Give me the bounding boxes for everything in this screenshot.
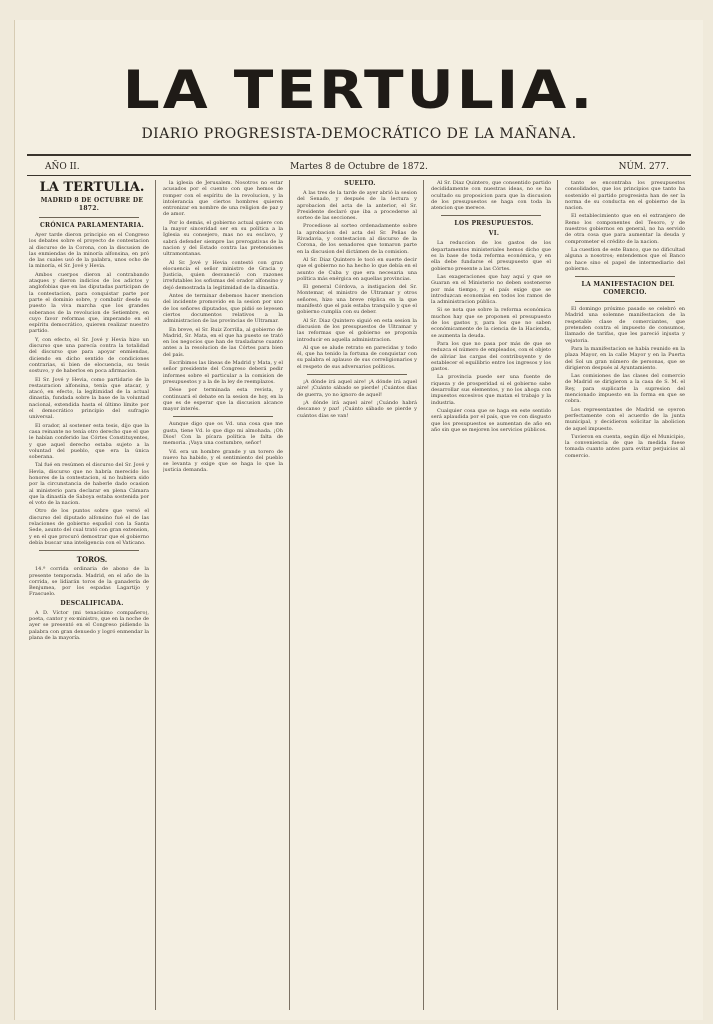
- paragraph: Dése por terminada esta revista, y continuará el debate en la sesion de hoy, en la que es de esperar que la discusion alcance mayor interés.: [163, 387, 283, 413]
- divider: [575, 276, 675, 277]
- paragraph: La reduccion de los gastos de los departamentos ministeriales hemos dicho que es la base de toda reforma económica, y en ella debe fundarse el presupuesto que el gobierno presente a las Córtes.: [431, 240, 551, 272]
- dateline-rule: [27, 175, 691, 176]
- paragraph: Para los que no pasa por más de que se reduzca el número de empleados, con el objeto de aliviar las cargas del contribuyente y de establecer el equilibrio entre los ingresos y los gastos.: [431, 340, 551, 373]
- issue-number: NÚM. 277.: [618, 162, 669, 172]
- column-separator: [155, 180, 156, 1010]
- column-1: [29, 180, 149, 1010]
- presupuestos-subheading: VI.: [488, 230, 500, 238]
- paragraph: Los representantes de Madrid se oyeron perfectamente con el acuerdo de la junta municipal, y decidieron solicitar la abolicion de aquel impuesto.: [565, 406, 685, 432]
- divider: [173, 416, 273, 417]
- descalificada-heading: DESCALIFICADA.: [60, 599, 124, 607]
- verse: ¡A dónde irá aquel aire! ¡Cuándo habrá descanso y paz! ¡Cuánto sábado se pierde y cuántos días se van!: [297, 399, 417, 419]
- paragraph: Las exageraciones que hay aquí y que se Guaran en el Ministerio no deben sostenerse por más tiempo, y el país exige que se introduzcan economías en todos los ramos de la administracion pública.: [431, 273, 551, 306]
- paragraph: Escribimos las líneas de Madrid y Mata, y el señor presidente del Congreso deberá pedir informes sobre el particular a la comision de presupuestos y a la de la ley de reemplazos.: [163, 360, 283, 385]
- paragraph: Por lo demás, el gobierno actual quiere con la mayor sinceridad ser en su política a la Iglesia su consejero, mas no su esclavo, y sabrá defender siempre las prerogativas de la nacion y del Estado contra las pretensiones ultramontanas.: [163, 219, 283, 258]
- section-heading: CRÓNICA PARLAMENTARIA.: [39, 222, 145, 229]
- column-2: [163, 180, 283, 1010]
- paragraph: Ayer tarde dieron principio en el Congreso los debates sobre el proyecto de contestacion al discurso de la Corona, con la discusion de las enmiendas de la minoría alfonsina, en pró de las cuales usó de la palabra, unos ocho de la minoría, el Sr. Jové y Hevia.: [29, 232, 149, 270]
- paragraph: 14.ª corrida ordinaria de abono de la presente temporada. Madrid, en el año de la corrida, se lidiarán toros de la ganadería de Benjumea, por los espadas Lagartijo y Frascuelo.: [29, 566, 149, 598]
- divider: [575, 301, 675, 302]
- column-separator: [557, 180, 558, 1010]
- paragraph: Al Sr. Diaz Quintero, que consentido partido decididamente con nuestras ideas, no se ha ocultado su proposicion para que la discusion de los presupuestos se haga con toda la atencion que merece.: [431, 180, 551, 212]
- paragraph: Procediose al sorteo ordenadamente sobre la aprobacion del acta del Sr. Peñas de Rivadavia, y contestacion al discurso de la Corona, de los senadores que tomaron parte en la discusion del dictámen de la comision.: [297, 223, 417, 255]
- masthead-title: LA TERTULIA.: [122, 59, 596, 121]
- verse: ¡A dónde irá aquel aire! ¡A dónde irá aquel aire! ¡Cuánto sábado se pierde! ¡Cuántos días de guerra, yo no ignoro de aquel!: [297, 379, 417, 398]
- paragraph: El establecimiento que en el extranjero de Remo los componentes del Tesoro, y de nuestros gobiernos en general, no ha servido de otra cosa que para aumentar la deuda y comprometer el crédito de la nacion.: [565, 213, 685, 245]
- column-title: LA TERTULIA.: [39, 180, 145, 195]
- paragraph: Para la manifestacion se había reunido en la plaza Mayor, en la calle Mayor y en la Puerta del Sol un gran número de personas, que se dirigieron después al Ayuntamiento.: [565, 345, 685, 371]
- paragraph: Al que se alude retrato en parecidas y todo él, que ha tenido la fortuna de conquistar con su palabra el aplauso de sus correligionarios y el respeto de sus adversarios políticos.: [297, 344, 417, 370]
- paragraph: Al Sr. Jové y Hevia contestó con gran elocuencia el señor ministro de Gracia y Justicia, quien desvaneció con razones irrefutables los sofismas del orador alfonsino y dejó demostrada la legitimidad de la dinastía.: [163, 259, 283, 291]
- manifestacion-heading: LA MANIFESTACION DEL COMERCIO.: [581, 281, 675, 297]
- paragraph: A las tres de la tarde de ayer abrió la sesion del Senado, y después de la lectura y aprobacion del acta de la anterior, el Sr. Presidente declaró que iba a procederse al sorteo de las secciones.: [297, 190, 417, 222]
- poem: Vd. era un hombre grande y un torero de nuevo ha habido, y el sentimiento del pueblo se levanta y exige que se haga lo que la justicia demanda.: [163, 448, 283, 474]
- divider: [39, 550, 139, 551]
- paragraph: Cualquier cosa que se haga en este sentido será aplaudida por el país, que ve con disgusto que los presupuestos se aumentan de año en año sin que se mejoren los servicios públicos.: [431, 407, 551, 433]
- paragraph: El orador, al sostener esta tesis, dijo que la casa reinante no tenía otro derecho que el que le habían conferido las Córtes Constituyentes, y que aquel derecho estaba sujeto a la voluntad del pueblo, que era la única soberana.: [29, 422, 149, 461]
- paragraph: Al Sr. Diaz Quintero le tocó en suerte decir que el gobierno no ha hecho lo que debía en el asunto de Cuba y que era necesaria una política más enérgica en aquellas provincias.: [297, 256, 417, 282]
- divider: [441, 215, 541, 216]
- column-4: [431, 180, 551, 1010]
- paragraph: El general Córdova, a instigacion del Sr. Montemar, el ministro de Ultramar y otros señores, hizo una breve réplica en la que manifestó que el país estaba tranquilo y que el gobierno cumplía con su deber.: [297, 284, 417, 316]
- paragraph: Tuvieron en cuenta, según dijo el Municipio, la conveniencia de que la medida fuese tomada cuanto antes para evitar perjuicios al comercio.: [565, 433, 685, 459]
- paragraph: La provincia puede ser una fuente de riqueza y de prosperidad si el gobierno sabe desarrollar sus elementos, y no los ahoga con impuestos excesivos que matan el trabajo y la industria.: [431, 374, 551, 406]
- toros-heading: TOROS.: [76, 555, 108, 565]
- paragraph: La cuestion de este Banco, que no dificultad alguna a nosotros; entendemos que el Banco no hace sino el papel de intermediario del gobierno.: [565, 246, 685, 272]
- paragraph: la iglesia de Jerusalem. Nosotros no estar acusados por el cuento con que hemos de romper con el espíritu de la revolucion, y la intolerancia que ciertos hombres quieren entronizar en nombre de una religion de paz y de amor.: [163, 180, 283, 218]
- date-label: Martes 8 de Octubre de 1872.: [290, 162, 428, 172]
- masthead-subtitle: DIARIO PROGRESISTA-DEMOCRÁTICO DE LA MAÑANA.: [141, 126, 577, 142]
- paragraph: En breve, el Sr. Ruiz Zorrilla, al gobierno de Madrid, Sr. Mata, en el que ha puesto se trató en los negocios que han de trasladarse cuanto antes a la resolucion de las Córtes para bien del país.: [163, 326, 283, 358]
- suelto-heading: SUELTO.: [344, 180, 376, 187]
- paragraph: tanto se encontraba los presupuestos consolidados, que los principios que tanto ha sostenido el partido progresista han de ser la norma de su conducta en el gobierno de la nacion.: [565, 180, 685, 212]
- column-separator: [423, 180, 424, 1010]
- column-separator: [289, 180, 290, 1010]
- divider: [307, 374, 407, 375]
- paragraph: Si se nota que sobre la reforma económica muchos hay que se proponen el presupuesto de los gastos y, para los que no saben económicamente de la ciencia de la Hacienda, se aumenta la deuda.: [431, 307, 551, 339]
- poem: Aunque digo que os Vd. una cosa que me gusta, tiene Vd. lo que digo mi almohada. ¡Oh Dios! Con la pícara política le falta de memoria. ¡Vaya una costumbre, señor!: [163, 421, 283, 447]
- paragraph: Antes de terminar debemos hacer mencion del incidente promovido en la sesion por uno de los señores diputados, que pidió se leyesen ciertos documentos relativos a la administracion de las provincias de Ultramar.: [163, 293, 283, 325]
- masthead-rule: [27, 154, 691, 156]
- paragraph: A D. Víctor (mi tenacísimo compañero), poeta, cantor y ex-ministro, que en la noche de ayer se presentó en el Congreso pidiendo la palabra con gran denuedo y logró enmendar la plana de la mayoría.: [29, 609, 149, 641]
- paragraph: Tal fué en resúmen el discurso del Sr. Jové y Hevia, discurso que no habría merecido los honores de la contestacion, si no hubiera sido por la circunstancia de haberle dado ocasion al ministerio para declarar en plena Cámara que la dinastía de Saboya estaba sostenida por el voto de la nacion.: [29, 462, 149, 507]
- place-date: MADRID 8 DE OCTUBRE DE 1872.: [40, 197, 144, 212]
- year-label: AÑO II.: [45, 162, 80, 172]
- paragraph: Otro de los puntos sobre que versó el discurso del diputado alfonsino fué el de las relaciones de gobierno español con la Santa Sede, asunto del cual trató con gran extension, y en el que procuró demostrar que el gobierno debía buscar una inteligencia con el Vaticano.: [29, 508, 149, 546]
- paragraph: El domingo próximo pasado se celebró en Madrid una solemne manifestacion de la respetable clase de comerciantes, que pretenden contra el impuesto de consumos, llamado de tarifas, que les pareció injusta y vejatoria.: [565, 306, 685, 344]
- divider: [39, 217, 139, 218]
- paragraph: Las comisiones de las clases del comercio de Madrid se dirigieron a la casa de S. M. el Rey, para suplicarle la supresion del mencionado impuesto en la forma en que se cobra.: [565, 373, 685, 405]
- paragraph: Y, con efecto, el Sr. Jové y Hevia hizo un discurso que una parecía contra la totalidad del discurso que para apoyar enmiendas, diciendo en dicho sentido de condiciones contrarias, si bien de elocuencia, su tesis sostuvo, y de haberlos en poca afirmacion.: [29, 336, 149, 375]
- newspaper-page: [14, 20, 703, 1020]
- paragraph: Al Sr. Diaz Quintero siguió en esta sesion la discusion de los presupuestos de Ultramar y las reformas que el gobierno se proponía introducir en aquella administracion.: [297, 317, 417, 343]
- paragraph: El Sr. Jové y Hevia, como partidario de la restauracion alfonsina, tenía que atacar, y atacó, en efecto, la legitimidad de la actual dinastía, fundada sobre la base de la voluntad nacional, extendida hasta el último límite por el democrático principio del sufragio universal.: [29, 376, 149, 421]
- presupuestos-heading: LOS PRESUPUESTOS.: [454, 220, 534, 228]
- column-3: [297, 180, 417, 1010]
- column-5: [565, 180, 685, 1010]
- paragraph: Ambos cuerpos dieron al contrabando ataques y dieron indicios de los adictos y anglofobias que en las diputadas participan de la contestacion, para conquistar parte por parte el dominio sobre, y combatir desde su puesto la viva marcha que los grandes soberanos de la revolucion de Setiembre, en cuyo favor reformas que, imperando en el espíritu democrático, quieren realizar nuestro partido.: [29, 271, 149, 335]
